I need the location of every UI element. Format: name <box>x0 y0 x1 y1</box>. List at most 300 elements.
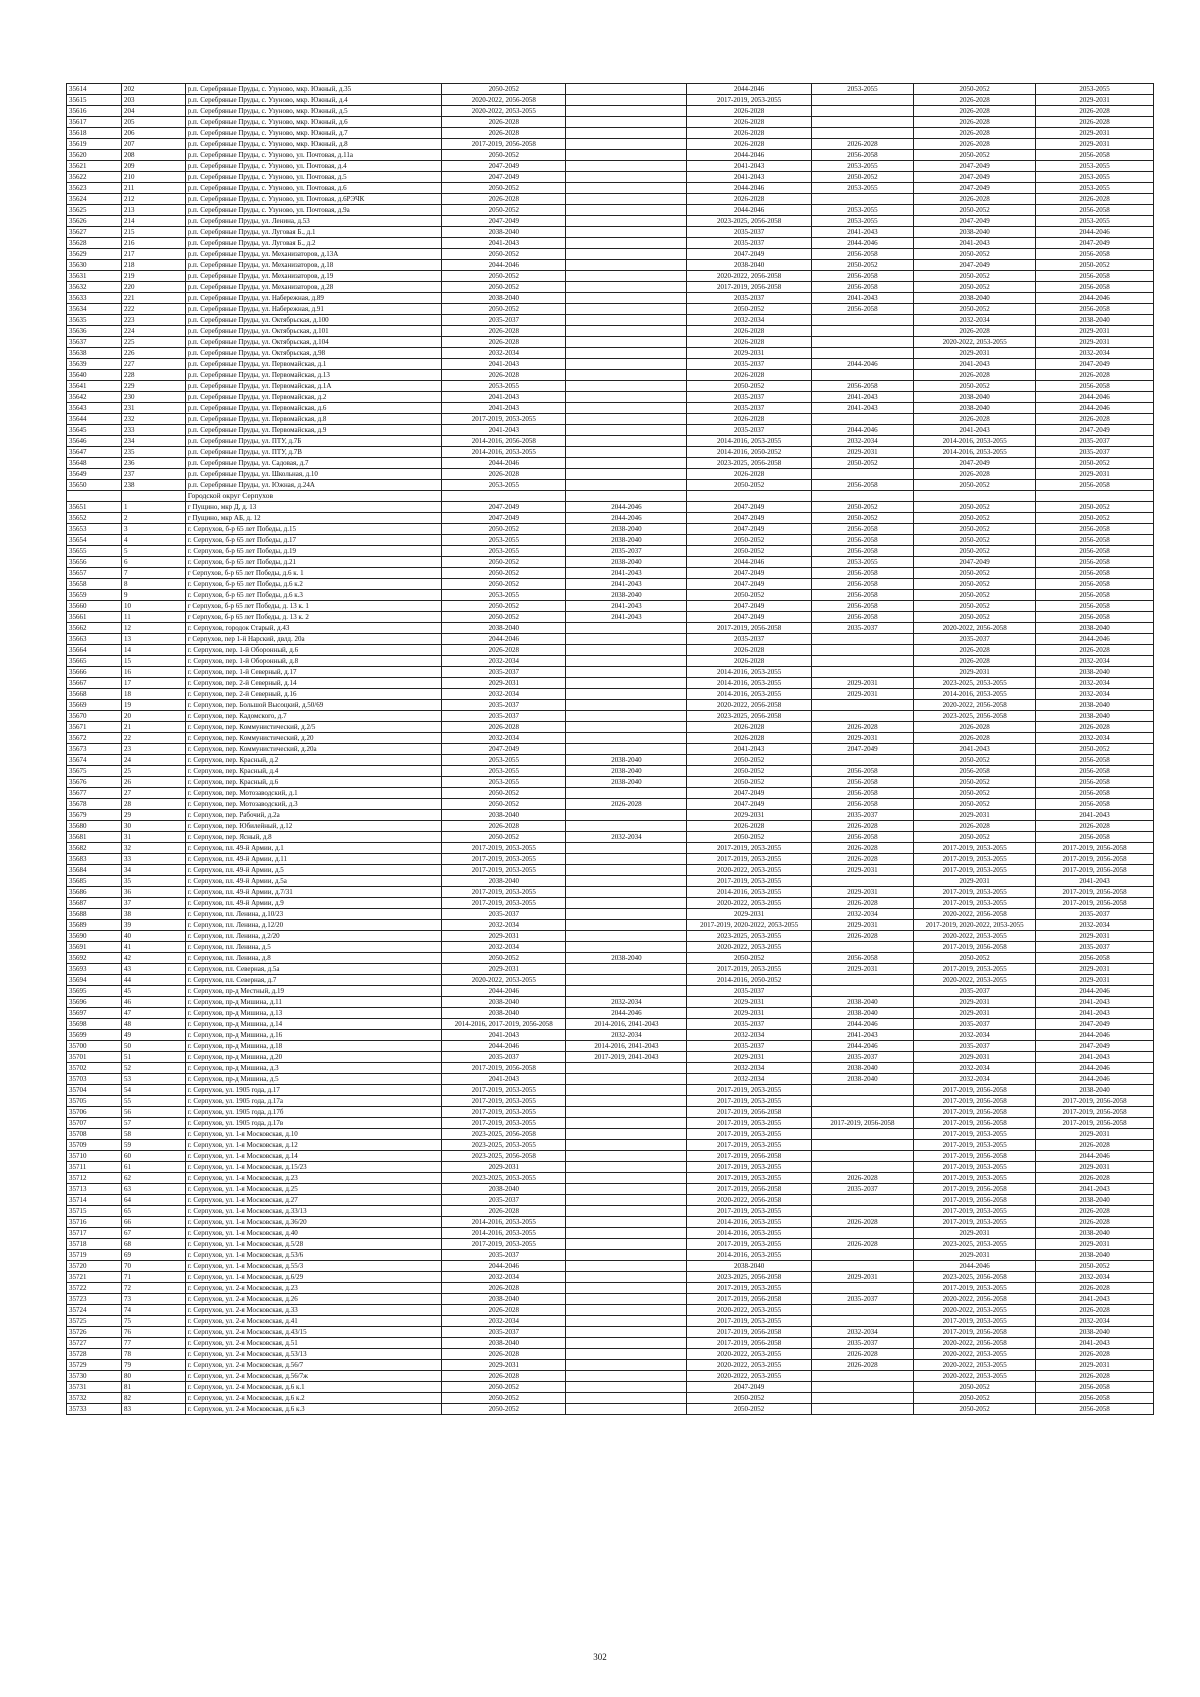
period-d-cell: 2026-2028 <box>811 931 913 942</box>
table-row <box>67 645 1154 656</box>
period-d-cell: 2044-2046 <box>811 359 913 370</box>
period-d-cell: 2029-2031 <box>811 678 913 689</box>
period-a-cell: 2050-2052 <box>442 601 566 612</box>
row-id-cell: 35670 <box>67 711 122 722</box>
period-f-cell: 2056-2058 <box>1036 271 1154 282</box>
period-b-cell <box>566 1107 687 1118</box>
address-cell: г. Серпухов, пр-д Мишина, д.14 <box>185 1019 441 1030</box>
row-number-cell: 19 <box>122 700 186 711</box>
period-b-cell <box>566 337 687 348</box>
period-f-cell: 2038-2040 <box>1036 667 1154 678</box>
period-d-cell <box>811 975 913 986</box>
period-c-cell: 2026-2028 <box>687 656 811 667</box>
period-e-cell: 2020-2022, 2053-2055 <box>914 1305 1036 1316</box>
table-row <box>67 832 1154 843</box>
address-cell: г. Серпухов, ул. 2-я Московская, д.43/15 <box>185 1327 441 1338</box>
row-number-cell: 68 <box>122 1239 186 1250</box>
address-cell: р.п. Серебряные Пруды, ул. Механизаторов, д.28 <box>185 282 441 293</box>
period-a-cell: 2041-2043 <box>442 425 566 436</box>
address-cell: г. Серпухов, ул. 1905 года, д.17 <box>185 1085 441 1096</box>
period-f-cell: 2053-2055 <box>1036 216 1154 227</box>
period-b-cell <box>566 1217 687 1228</box>
period-b-cell <box>566 1162 687 1173</box>
period-f-cell: 2056-2058 <box>1036 480 1154 491</box>
period-a-cell: 2050-2052 <box>442 84 566 95</box>
period-a-cell: 2026-2028 <box>442 1206 566 1217</box>
table-row <box>67 414 1154 425</box>
row-id-cell: 35664 <box>67 645 122 656</box>
period-b-cell <box>566 139 687 150</box>
period-f-cell: 2035-2037 <box>1036 909 1154 920</box>
period-e-cell: 2017-2019, 2056-2058 <box>914 1327 1036 1338</box>
period-a-cell: 2017-2019, 2053-2055 <box>442 843 566 854</box>
period-a-cell: 2026-2028 <box>442 194 566 205</box>
address-cell: г. Серпухов, ул. 1-я Московская, д.33/13 <box>185 1206 441 1217</box>
table-row <box>67 755 1154 766</box>
period-a-cell: 2038-2040 <box>442 810 566 821</box>
address-cell: г. Серпухов, пер. Красный, д.2 <box>185 755 441 766</box>
period-b-cell <box>566 1294 687 1305</box>
period-c-cell: 2014-2016, 2053-2055 <box>687 887 811 898</box>
row-id-cell: 35677 <box>67 788 122 799</box>
table-row <box>67 1239 1154 1250</box>
row-number-cell: 31 <box>122 832 186 843</box>
period-f-cell: 2056-2058 <box>1036 150 1154 161</box>
period-b-cell: 2041-2043 <box>566 579 687 590</box>
period-b-cell <box>566 667 687 678</box>
period-d-cell <box>811 348 913 359</box>
period-e-cell: 2017-2019, 2053-2055 <box>914 1162 1036 1173</box>
table-row <box>67 601 1154 612</box>
table-row <box>67 733 1154 744</box>
period-a-cell: 2041-2043 <box>442 392 566 403</box>
period-d-cell: 2047-2049 <box>811 744 913 755</box>
period-a-cell: 2041-2043 <box>442 359 566 370</box>
period-c-cell: 2029-2031 <box>687 810 811 821</box>
address-cell: г. Серпухов, пл. Ленина, д.8 <box>185 953 441 964</box>
period-d-cell <box>811 469 913 480</box>
period-b-cell <box>566 920 687 931</box>
address-cell: г. Серпухов, б-р 65 лет Победы, д.17 <box>185 535 441 546</box>
period-f-cell: 2035-2037 <box>1036 942 1154 953</box>
row-number-cell: 54 <box>122 1085 186 1096</box>
row-number-cell: 236 <box>122 458 186 469</box>
period-e-cell: 2029-2031 <box>914 997 1036 1008</box>
row-id-cell: 35703 <box>67 1074 122 1085</box>
row-id-cell: 35698 <box>67 1019 122 1030</box>
period-e-cell: 2050-2052 <box>914 799 1036 810</box>
period-a-cell: 2026-2028 <box>442 1305 566 1316</box>
period-e-cell: 2041-2043 <box>914 744 1036 755</box>
row-number-cell: 81 <box>122 1382 186 1393</box>
period-a-cell: 2050-2052 <box>442 205 566 216</box>
row-id-cell: 35693 <box>67 964 122 975</box>
period-f-cell: 2056-2058 <box>1036 249 1154 260</box>
period-f-cell: 2038-2040 <box>1036 1327 1154 1338</box>
period-b-cell <box>566 381 687 392</box>
period-f-cell: 2044-2046 <box>1036 1151 1154 1162</box>
period-c-cell: 2050-2052 <box>687 953 811 964</box>
period-d-cell <box>811 1382 913 1393</box>
period-b-cell <box>566 458 687 469</box>
row-id-cell: 35666 <box>67 667 122 678</box>
row-number-cell: 46 <box>122 997 186 1008</box>
address-cell: р.п. Серебряные Пруды, с. Узуново, ул. Почтовая, д.9а <box>185 205 441 216</box>
period-e-cell: 2029-2031 <box>914 1052 1036 1063</box>
row-number-cell: 8 <box>122 579 186 590</box>
period-c-cell: 2050-2052 <box>687 546 811 557</box>
table-row <box>67 183 1154 194</box>
table-row <box>67 656 1154 667</box>
period-c-cell: 2017-2019, 2053-2055 <box>687 854 811 865</box>
period-a-cell: 2053-2055 <box>442 777 566 788</box>
row-number-cell: 4 <box>122 535 186 546</box>
table-row <box>67 139 1154 150</box>
row-number-cell: 10 <box>122 601 186 612</box>
period-c-cell: 2017-2019, 2053-2055 <box>687 843 811 854</box>
period-f-cell: 2017-2019, 2056-2058 <box>1036 898 1154 909</box>
row-id-cell: 35643 <box>67 403 122 414</box>
period-d-cell: 2053-2055 <box>811 216 913 227</box>
row-id-cell: 35731 <box>67 1382 122 1393</box>
address-cell: г. Серпухов, пр-д Мишина, д.3 <box>185 1063 441 1074</box>
period-d-cell <box>811 1129 913 1140</box>
row-id-cell: 35719 <box>67 1250 122 1261</box>
period-d-cell: 2041-2043 <box>811 293 913 304</box>
period-a-cell: 2032-2034 <box>442 1272 566 1283</box>
table-row <box>67 1272 1154 1283</box>
row-number-cell: 204 <box>122 106 186 117</box>
row-id-cell: 35681 <box>67 832 122 843</box>
row-number-cell: 83 <box>122 1404 186 1415</box>
period-f-cell: 2044-2046 <box>1036 634 1154 645</box>
period-c-cell: 2017-2019, 2053-2055 <box>687 1173 811 1184</box>
period-a-cell: 2038-2040 <box>442 1338 566 1349</box>
period-d-cell: 2038-2040 <box>811 997 913 1008</box>
row-id-cell: 35650 <box>67 480 122 491</box>
address-cell: р.п. Серебряные Пруды, ул. Механизаторов, д.19 <box>185 271 441 282</box>
row-id-cell: 35629 <box>67 249 122 260</box>
period-b-cell: 2044-2046 <box>566 502 687 513</box>
table-row <box>67 931 1154 942</box>
row-number-cell: 37 <box>122 898 186 909</box>
period-d-cell: 2026-2028 <box>811 854 913 865</box>
period-d-cell <box>811 1140 913 1151</box>
table-row <box>67 1305 1154 1316</box>
period-f-cell: 2047-2049 <box>1036 359 1154 370</box>
address-cell: г. Серпухов, б-р 65 лет Победы, д.15 <box>185 524 441 535</box>
address-cell: г. Серпухов, ул. 1-я Московская, д.36/20 <box>185 1217 441 1228</box>
table-row <box>67 1228 1154 1239</box>
period-f-cell: 2050-2052 <box>1036 1261 1154 1272</box>
row-number-cell: 30 <box>122 821 186 832</box>
row-number-cell: 21 <box>122 722 186 733</box>
period-f-cell: 2026-2028 <box>1036 722 1154 733</box>
period-f-cell: 2038-2040 <box>1036 1228 1154 1239</box>
row-number-cell: 67 <box>122 1228 186 1239</box>
period-e-cell: 2029-2031 <box>914 1228 1036 1239</box>
period-a-cell: 2020-2022, 2053-2055 <box>442 975 566 986</box>
period-f-cell: 2032-2034 <box>1036 678 1154 689</box>
period-b-cell <box>566 1360 687 1371</box>
row-number-cell: 208 <box>122 150 186 161</box>
period-f-cell: 2026-2028 <box>1036 821 1154 832</box>
row-number-cell: 214 <box>122 216 186 227</box>
table-row <box>67 799 1154 810</box>
period-a-cell: 2050-2052 <box>442 832 566 843</box>
table-row <box>67 84 1154 95</box>
period-f-cell: 2056-2058 <box>1036 799 1154 810</box>
period-a-cell: 2032-2034 <box>442 656 566 667</box>
period-e-cell: 2026-2028 <box>914 821 1036 832</box>
row-number-cell: 202 <box>122 84 186 95</box>
period-c-cell: 2029-2031 <box>687 1052 811 1063</box>
period-c-cell: 2017-2019, 2053-2055 <box>687 1206 811 1217</box>
period-b-cell <box>566 821 687 832</box>
period-e-cell: 2020-2022, 2053-2055 <box>914 1360 1036 1371</box>
period-b-cell <box>566 1096 687 1107</box>
period-d-cell: 2026-2028 <box>811 1360 913 1371</box>
period-e-cell: 2020-2022, 2056-2058 <box>914 909 1036 920</box>
period-e-cell: 2050-2052 <box>914 612 1036 623</box>
period-c-cell: 2014-2016, 2053-2055 <box>687 436 811 447</box>
address-cell: г. Серпухов, б-р 65 лет Победы, д.6 к.3 <box>185 590 441 601</box>
period-d-cell: 2050-2052 <box>811 513 913 524</box>
table-row <box>67 711 1154 722</box>
table-row <box>67 370 1154 381</box>
address-cell: р.п. Серебряные Пруды, с. Узуново, мкр. Южный, д.7 <box>185 128 441 139</box>
row-id-cell: 35724 <box>67 1305 122 1316</box>
table-row <box>67 678 1154 689</box>
period-b-cell <box>566 392 687 403</box>
period-f-cell: 2026-2028 <box>1036 1283 1154 1294</box>
row-id-cell: 35663 <box>67 634 122 645</box>
row-number-cell: 35 <box>122 876 186 887</box>
period-c-cell: 2032-2034 <box>687 1030 811 1041</box>
period-a-cell: 2017-2019, 2053-2055 <box>442 854 566 865</box>
period-a-cell: 2026-2028 <box>442 128 566 139</box>
page-number: 302 <box>593 1652 607 1662</box>
address-cell: г. Серпухов, ул. 2-я Московская, д.51 <box>185 1338 441 1349</box>
period-e-cell: 2023-2025, 2056-2058 <box>914 1272 1036 1283</box>
period-e-cell: 2035-2037 <box>914 634 1036 645</box>
period-f-cell: 2029-2031 <box>1036 1360 1154 1371</box>
period-d-cell: 2053-2055 <box>811 161 913 172</box>
period-b-cell <box>566 788 687 799</box>
period-b-cell <box>566 1184 687 1195</box>
row-id-cell: 35699 <box>67 1030 122 1041</box>
period-a-cell: 2014-2016, 2053-2055 <box>442 447 566 458</box>
table-row <box>67 1404 1154 1415</box>
period-d-cell <box>811 370 913 381</box>
period-a-cell: 2050-2052 <box>442 799 566 810</box>
period-c-cell: 2023-2025, 2056-2058 <box>687 216 811 227</box>
row-number-cell: 216 <box>122 238 186 249</box>
row-number-cell: 76 <box>122 1327 186 1338</box>
period-f-cell: 2026-2028 <box>1036 1305 1154 1316</box>
period-d-cell: 2044-2046 <box>811 1019 913 1030</box>
period-a-cell: 2038-2040 <box>442 1008 566 1019</box>
period-f-cell: 2050-2052 <box>1036 513 1154 524</box>
period-e-cell: 2041-2043 <box>914 425 1036 436</box>
address-cell: г. Серпухов, ул. 1-я Московская, д.53/6 <box>185 1250 441 1261</box>
period-a-cell: 2014-2016, 2017-2019, 2056-2058 <box>442 1019 566 1030</box>
row-id-cell: 35700 <box>67 1041 122 1052</box>
period-d-cell: 2050-2052 <box>811 172 913 183</box>
address-cell: р.п. Серебряные Пруды, ул. Механизаторов, д.18 <box>185 260 441 271</box>
period-b-cell <box>566 84 687 95</box>
period-b-cell: 2041-2043 <box>566 601 687 612</box>
period-e-cell: 2035-2037 <box>914 1019 1036 1030</box>
row-id-cell: 35710 <box>67 1151 122 1162</box>
period-e-cell: 2020-2022, 2056-2058 <box>914 1294 1036 1305</box>
period-b-cell <box>566 1228 687 1239</box>
row-id-cell: 35646 <box>67 436 122 447</box>
address-cell: г. Серпухов, пл. Ленина, д.5 <box>185 942 441 953</box>
period-c-cell: 2032-2034 <box>687 1074 811 1085</box>
period-c-cell: 2023-2025, 2056-2058 <box>687 458 811 469</box>
period-d-cell <box>811 337 913 348</box>
period-a-cell: 2044-2046 <box>442 634 566 645</box>
address-cell: г. Серпухов, ул. 1-я Московская, д.55/3 <box>185 1261 441 1272</box>
period-b-cell <box>566 843 687 854</box>
period-b-cell <box>566 623 687 634</box>
period-c-cell: 2044-2046 <box>687 205 811 216</box>
row-number-cell: 7 <box>122 568 186 579</box>
period-c-cell: 2047-2049 <box>687 799 811 810</box>
row-id-cell: 35672 <box>67 733 122 744</box>
table-row <box>67 766 1154 777</box>
period-d-cell <box>811 667 913 678</box>
row-number-cell: 38 <box>122 909 186 920</box>
row-id-cell: 35620 <box>67 150 122 161</box>
period-d-cell: 2056-2058 <box>811 381 913 392</box>
period-e-cell: 2038-2040 <box>914 293 1036 304</box>
period-d-cell: 2041-2043 <box>811 1030 913 1041</box>
period-b-cell <box>566 436 687 447</box>
row-id-cell: 35647 <box>67 447 122 458</box>
period-a-cell: 2026-2028 <box>442 469 566 480</box>
row-id-cell: 35712 <box>67 1173 122 1184</box>
row-id-cell: 35655 <box>67 546 122 557</box>
row-id-cell: 35660 <box>67 601 122 612</box>
table-row <box>67 1118 1154 1129</box>
period-d-cell: 2035-2037 <box>811 1052 913 1063</box>
row-id-cell: 35697 <box>67 1008 122 1019</box>
period-a-cell: 2035-2037 <box>442 667 566 678</box>
row-number-cell: 49 <box>122 1030 186 1041</box>
period-e-cell: 2050-2052 <box>914 513 1036 524</box>
period-b-cell <box>566 1195 687 1206</box>
row-id-cell: 35619 <box>67 139 122 150</box>
period-a-cell: 2032-2034 <box>442 348 566 359</box>
address-cell: г. Серпухов, пл. Ленина, д.10/23 <box>185 909 441 920</box>
row-id-cell: 35726 <box>67 1327 122 1338</box>
period-b-cell <box>566 1250 687 1261</box>
period-e-cell: 2050-2052 <box>914 1404 1036 1415</box>
row-id-cell: 35717 <box>67 1228 122 1239</box>
period-d-cell <box>811 755 913 766</box>
address-cell: р.п. Серебряные Пруды, ул. Луговая Б., д.2 <box>185 238 441 249</box>
period-e-cell: 2017-2019, 2053-2055 <box>914 1206 1036 1217</box>
period-d-cell <box>811 95 913 106</box>
address-cell: р.п. Серебряные Пруды, с. Узуново, ул. Почтовая, д.6РЭЧК <box>185 194 441 205</box>
address-cell: г. Серпухов, ул. 1-я Московская, д.12 <box>185 1140 441 1151</box>
period-b-cell <box>566 645 687 656</box>
row-number-cell: 65 <box>122 1206 186 1217</box>
period-d-cell: 2029-2031 <box>811 887 913 898</box>
period-a-cell: 2044-2046 <box>442 986 566 997</box>
address-cell: р.п. Серебряные Пруды, ул. Октябрьская, д.98 <box>185 348 441 359</box>
row-id-cell: 35727 <box>67 1338 122 1349</box>
row-id-cell: 35669 <box>67 700 122 711</box>
period-f-cell: 2056-2058 <box>1036 788 1154 799</box>
period-d-cell: 2050-2052 <box>811 458 913 469</box>
table-row <box>67 172 1154 183</box>
table-row <box>67 1162 1154 1173</box>
period-c-cell: 2017-2019, 2053-2055 <box>687 1239 811 1250</box>
period-c-cell: 2017-2019, 2056-2058 <box>687 1184 811 1195</box>
address-cell: г. Серпухов, пр-д Мишина, д.18 <box>185 1041 441 1052</box>
row-number-cell: 238 <box>122 480 186 491</box>
period-e-cell: 2050-2052 <box>914 579 1036 590</box>
row-number-cell: 24 <box>122 755 186 766</box>
address-cell: р.п. Серебряные Пруды, с. Узуново, мкр. Южный, д.4 <box>185 95 441 106</box>
table-row <box>67 403 1154 414</box>
period-d-cell <box>811 1305 913 1316</box>
period-a-cell: 2032-2034 <box>442 920 566 931</box>
row-number-cell: 70 <box>122 1261 186 1272</box>
period-d-cell: 2044-2046 <box>811 1041 913 1052</box>
period-d-cell: 2056-2058 <box>811 282 913 293</box>
row-number-cell: 205 <box>122 117 186 128</box>
period-b-cell: 2026-2028 <box>566 799 687 810</box>
table-row <box>67 1151 1154 1162</box>
period-b-cell <box>566 1118 687 1129</box>
period-b-cell <box>566 1404 687 1415</box>
table-row <box>67 1140 1154 1151</box>
row-id-cell: 35722 <box>67 1283 122 1294</box>
period-b-cell <box>566 282 687 293</box>
period-c-cell: 2014-2016, 2053-2055 <box>687 1217 811 1228</box>
period-c-cell: 2050-2052 <box>687 1404 811 1415</box>
period-c-cell: 2038-2040 <box>687 1261 811 1272</box>
row-id-cell: 35678 <box>67 799 122 810</box>
table-row <box>67 854 1154 865</box>
period-a-cell: 2017-2019, 2056-2058 <box>442 139 566 150</box>
period-c-cell: 2014-2016, 2053-2055 <box>687 667 811 678</box>
row-id-cell: 35630 <box>67 260 122 271</box>
period-c-cell: 2017-2019, 2056-2058 <box>687 1107 811 1118</box>
row-number-cell: 75 <box>122 1316 186 1327</box>
row-id-cell: 35627 <box>67 227 122 238</box>
period-e-cell: 2047-2049 <box>914 458 1036 469</box>
row-id-cell: 35631 <box>67 271 122 282</box>
period-a-cell: 2035-2037 <box>442 1250 566 1261</box>
period-d-cell: 2050-2052 <box>811 502 913 513</box>
period-f-cell: 2026-2028 <box>1036 1206 1154 1217</box>
period-a-cell: 2017-2019, 2056-2058 <box>442 1063 566 1074</box>
row-number-cell: 222 <box>122 304 186 315</box>
period-d-cell <box>811 1404 913 1415</box>
period-e-cell: 2026-2028 <box>914 414 1036 425</box>
table-row <box>67 227 1154 238</box>
period-b-cell <box>566 1063 687 1074</box>
row-number-cell: 14 <box>122 645 186 656</box>
row-id-cell: 35702 <box>67 1063 122 1074</box>
period-f-cell: 2056-2058 <box>1036 1404 1154 1415</box>
row-number-cell: 212 <box>122 194 186 205</box>
